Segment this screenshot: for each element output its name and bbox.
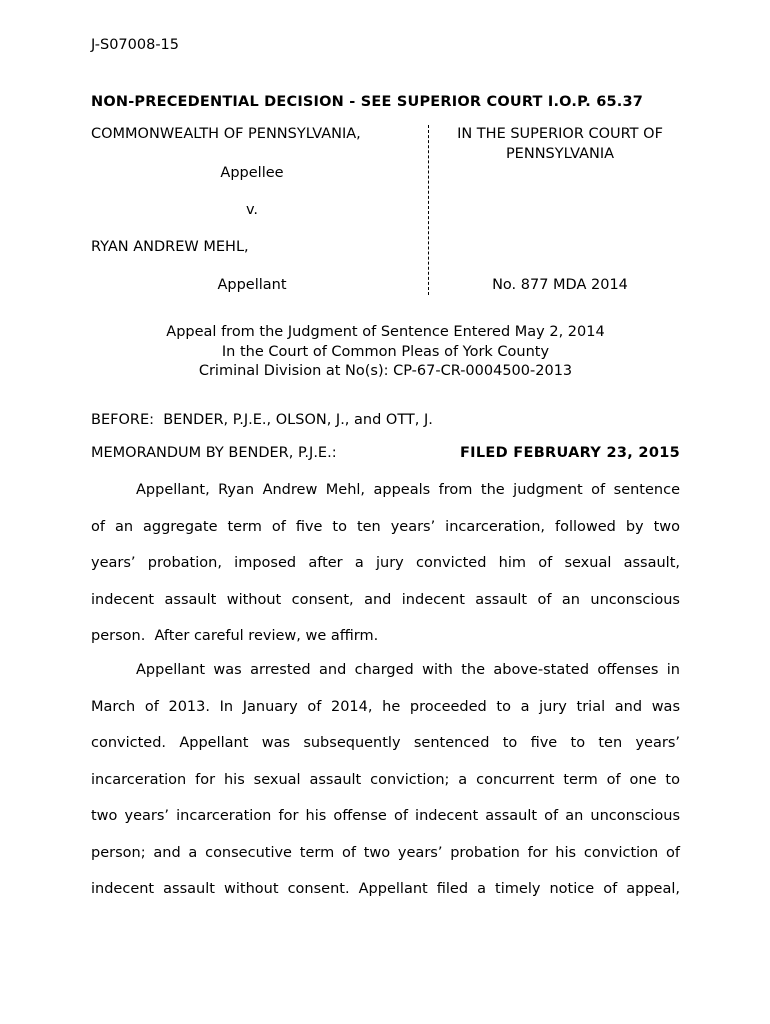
paragraph-line: indecent assault without consent. Appellant filed a timely notice of appeal,: [91, 881, 680, 897]
paragraph-line: two years’ incarceration for his offense of indecent assault of an unconscious: [91, 808, 680, 824]
paragraph-line: of an aggregate term of five to ten years’ incarceration, followed by two: [91, 518, 680, 535]
paragraph-line: years’ probation, imposed after a jury convicted him of sexual assault,: [91, 555, 680, 571]
court-name-line1: IN THE SUPERIOR COURT OF: [457, 126, 663, 142]
paragraph-line: person; and a consecutive term of two years’ probation for his conviction of: [91, 844, 680, 861]
appellant-name: RYAN ANDREW MEHL,: [91, 239, 249, 255]
appeal-info-line1: Appeal from the Judgment of Sentence Entered May 2, 2014: [166, 324, 605, 340]
paragraph-line: person. After careful review, we affirm.: [91, 628, 379, 644]
decision-heading: NON-PRECEDENTIAL DECISION - SEE SUPERIOR COURT I.O.P. 65.37: [91, 94, 644, 110]
docket-number: J-S07008-15: [91, 37, 180, 53]
versus: v.: [245, 202, 259, 218]
caption-divider: [428, 125, 429, 295]
paragraph-1: [91, 472, 680, 655]
court-name-line2: PENNSYLVANIA: [505, 146, 615, 162]
paragraph-line: Appellant, Ryan Andrew Mehl, appeals from the judgment of sentence: [136, 482, 680, 498]
paragraph-line: incarceration for his sexual assault conviction; a concurrent term of one to: [91, 771, 680, 788]
appellee-name: COMMONWEALTH OF PENNSYLVANIA,: [91, 126, 361, 142]
filed-date: FILED FEBRUARY 23, 2015: [459, 445, 680, 461]
appellant-role: Appellant: [217, 277, 287, 293]
paragraph-line: indecent assault without consent, and indecent assault of an unconscious: [91, 591, 680, 608]
paragraph-2: [91, 652, 680, 908]
paragraph-line: March of 2013. In January of 2014, he proceeded to a jury trial and was: [91, 698, 680, 715]
appellee-role: Appellee: [220, 165, 284, 181]
before-panel: BEFORE: BENDER, P.J.E., OLSON, J., and OTT, J.: [91, 412, 433, 428]
case-number: No. 877 MDA 2014: [492, 277, 628, 293]
paragraph-line: Appellant was arrested and charged with the above-stated offenses in: [136, 662, 680, 678]
appeal-info-line3: Criminal Division at No(s): CP-67-CR-0004500-2013: [198, 363, 573, 379]
memorandum-by: MEMORANDUM BY BENDER, P.J.E.:: [91, 445, 337, 461]
appeal-info-line2: In the Court of Common Pleas of York County: [221, 344, 550, 360]
paragraph-line: convicted. Appellant was subsequently sentenced to five to ten years’: [91, 735, 680, 751]
